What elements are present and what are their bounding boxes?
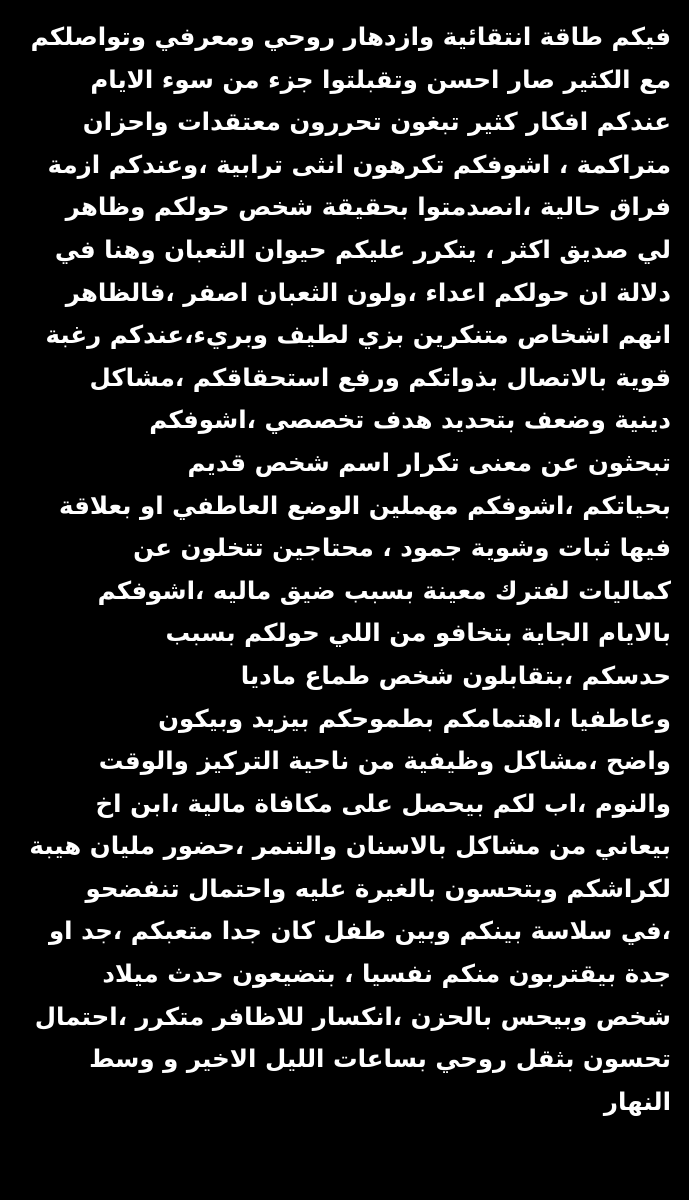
note-line: متراكمة ، اشوفكم تكرهون انثى ترابية ،وعندكم ازمة [47, 149, 671, 179]
note-line: دلالة ان حولكم اعداء ،ولون الثعبان اصفر ،فالظاهر [65, 277, 671, 307]
note-line: واضح ،مشاكل وظيفية من ناحية التركيز والوقت [98, 746, 671, 776]
note-line: فيكم طاقة انتقائية وازدهار روحي ومعرفي وتواصلكم [30, 22, 671, 51]
note-line: تبحثون عن معنى تكرار اسم شخص قديم [187, 447, 671, 477]
note-text-body [22, 16, 671, 1123]
note-line: حدسكم ،بتقابلون شخص طماع ماديا [240, 660, 671, 690]
note-line: شخص وبيحس بالحزن ،انكسار للاظافر متكرر ،احتمال [34, 1001, 671, 1031]
note-line: تحسون بثقل روحي بساعات الليل الاخير و وسط [89, 1044, 671, 1074]
note-line: بالايام الجاية بتخافو من اللي حولكم بسبب [165, 618, 671, 648]
note-line: قوية بالاتصال بذواتكم ورفع استحقاقكم ،مشاكل [89, 362, 671, 392]
note-line: دينية وضعف بتحديد هدف تخصصي ،اشوفكم [149, 405, 671, 435]
note-line: لكراشكم وبتحسون بالغيرة عليه واحتمال تنفضحو [85, 873, 671, 903]
note-line: لي صديق اكثر ، يتكرر عليكم حيوان الثعبان وهنا في [54, 234, 671, 264]
note-line: والنوم ،اب لكم بيحصل على مكافاة مالية ،ابن اخ [95, 788, 671, 818]
note-line: مع الكثير صار احسن وتقبلتوا جزء من سوء الايام [90, 64, 671, 94]
note-line: النهار [603, 1086, 671, 1116]
note-line: وعاطفيا ،اهتمامكم بطموحكم بيزيد وبيكون [158, 703, 671, 733]
note-line: بيعاني من مشاكل بالاسنان والتنمر ،حضور مليان هيبة [29, 831, 671, 861]
note-line: عندكم افكار كثير تبغون تحررون معتقدات واحزان [82, 107, 671, 137]
note-line: جدة بيقتربون منكم نفسيا ، بتضيعون حدث ميلاد [102, 959, 671, 989]
note-line: انهم اشخاص متنكرين بزي لطيف وبريء،عندكم رغبة [45, 320, 671, 350]
note-line: بحياتكم ،اشوفكم مهملين الوضع العاطفي او بعلاقة [58, 490, 671, 520]
note-line: فيها ثبات وشوية جمود ، محتاجين تتخلون عن [133, 533, 671, 563]
note-line: فراق حالية ،انصدمتوا بحقيقة شخص حولكم وظاهر [65, 192, 671, 222]
note-line: كماليات لفترك معينة بسبب ضيق ماليه ،اشوفكم [97, 575, 671, 605]
note-line: ،في سلاسة بينكم وبين طفل كان جدا متعبكم ،جد او [48, 916, 671, 946]
